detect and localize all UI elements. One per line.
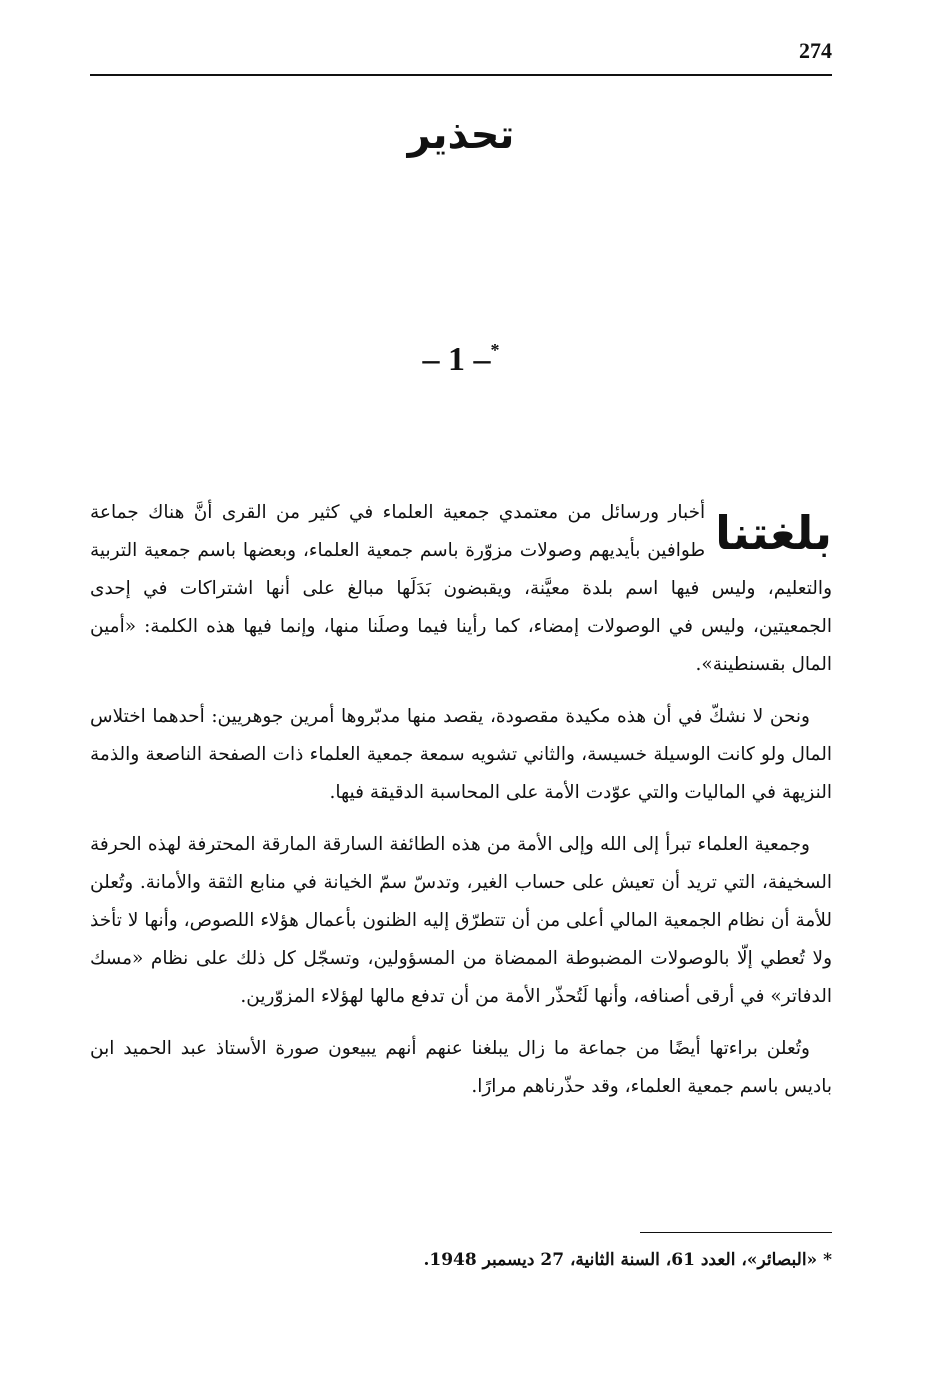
dropcap-word: بلغتنا xyxy=(715,506,832,560)
footnote xyxy=(90,1250,832,1270)
paragraph-3: وجمعية العلماء تبرأ إلى الله وإلى الأمة من هذه الطائفة السارقة المارقة المحترفة لهذه الحرفة السخيفة، التي تريد أن تعيش على حساب الغير، وتدسّ سمّ الخيانة في منابع الثقة والأمانة. وتُعلن للأمة أن نظام الجمعية المالي أعلى من أن تتطرّق إليه الظنون بأعمال هؤلاء اللصوص، وأنها لا تأخذ ولا تُعطي إلّا بالوصولات المضبوطة الممضاة من المسؤولين، وتسجّل كل ذلك على نظام «مسك الدفاتر» في أرقى أصنافه، وأنها لَتُحذّر الأمة من أن تدفع مالها لهؤلاء المزوّرين. xyxy=(90,834,832,1007)
header-rule xyxy=(90,74,832,76)
paragraph-1-text: أخبار ورسائل من معتمدي جمعية العلماء في كثير من القرى أنَّ هناك جماعة طوافين بأيديهم وصولات مزوّرة باسم جمعية العلماء، وبعضها باسم جمعية التربية والتعليم، وليس فيها اسم بلدة معيَّنة، ويقبضون بَدَلَها مبالغ على أنها اشتراكات في إحدى الجمعيتين، وليس في الوصولات إمضاء، كما رأينا فيما وصلَنا منها، وإنما فيها هذه الكلمة: «أمين المال بقسنطينة». xyxy=(90,502,832,675)
section-number xyxy=(90,340,832,379)
section-number-text: – 1 – xyxy=(422,341,491,378)
footnote-marker: * xyxy=(823,1250,832,1270)
paragraph-2: ونحن لا نشكّ في أن هذه مكيدة مقصودة، يقصد منها مدبّروها أمرين جوهريين: أحدهما اختلاس المال ولو كانت الوسيلة خسيسة، والثاني تشويه سمعة جمعية العلماء ذات الصفحة الناصعة والذمة النزيهة في الماليات والتي عوّدت الأمة على المحاسبة الدقيقة فيها. xyxy=(90,706,832,803)
article-body xyxy=(90,494,832,1120)
section-footnote-marker: * xyxy=(490,340,500,360)
paragraph-1 xyxy=(90,494,832,684)
footnote-rule xyxy=(640,1232,832,1233)
paragraph-4: وتُعلن براءتها أيضًا من جماعة ما زال يبلغنا عنهم أنهم يبيعون صورة الأستاذ عبد الحميد ابن باديس باسم جمعية العلماء، وقد حذّرناهم مرارًا. xyxy=(90,1038,832,1097)
page-number: 274 xyxy=(799,38,832,63)
article-title: تحذير xyxy=(407,112,515,158)
footnote-text: «البصائر»، العدد 61، السنة الثانية، 27 ديسمبر 1948. xyxy=(423,1250,818,1270)
